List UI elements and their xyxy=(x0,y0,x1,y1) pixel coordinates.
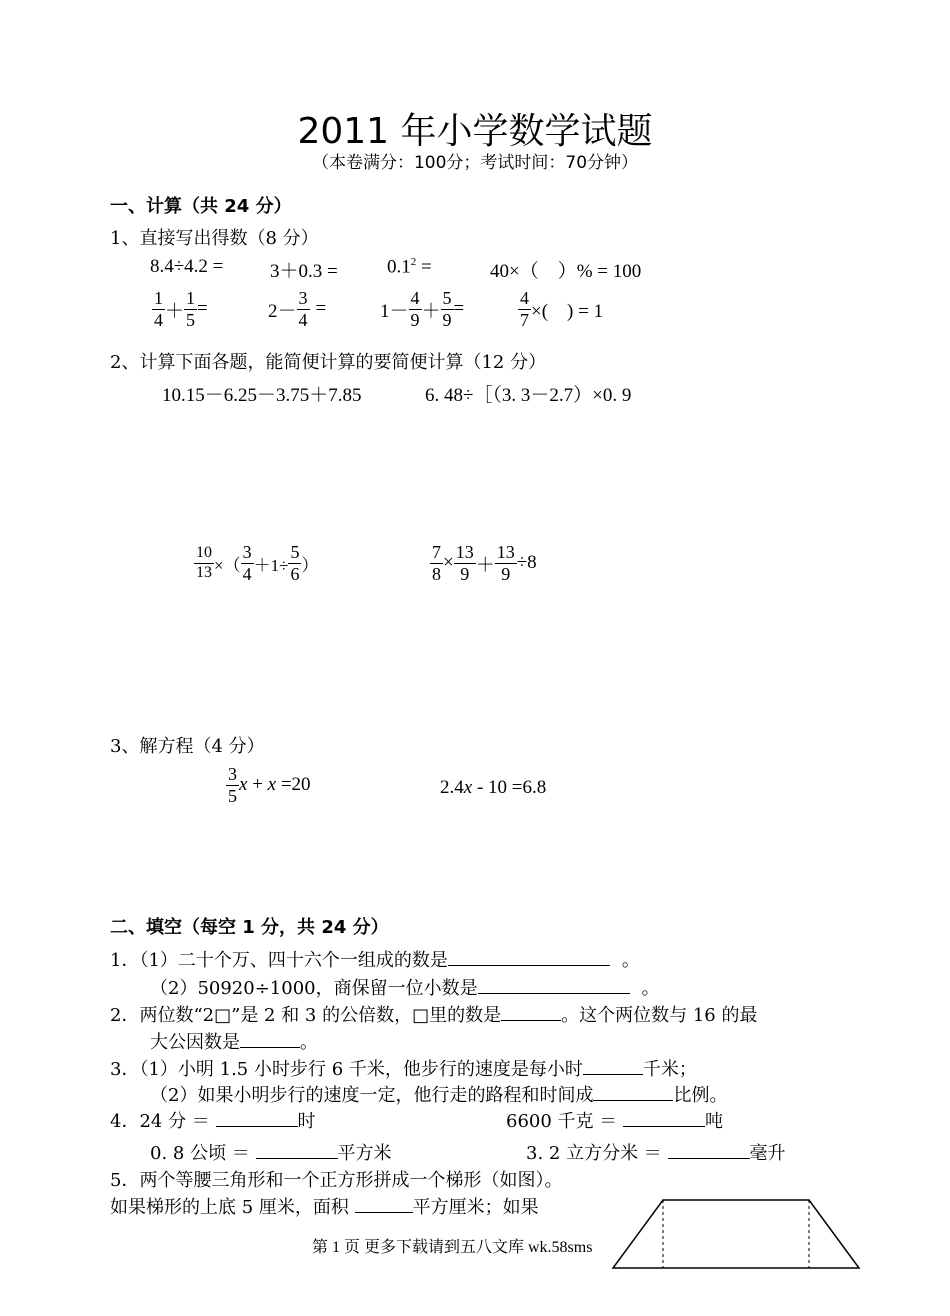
q3-label: 3、解方程（4 分） xyxy=(110,736,265,757)
q2-label: 2、计算下面各题，能简便计算的要简便计算（12 分） xyxy=(110,352,547,373)
fill-q1a: 1．（1）二十个万、四十六个一组成的数是 。 xyxy=(110,946,640,972)
q1-item-6: 2－ $\frac{3}{4}$ = xyxy=(268,288,327,330)
fraction: $\frac{1}{5}$ xyxy=(186,288,196,330)
fraction: $\frac{4}{7}$ xyxy=(520,288,529,330)
fraction: $\frac{4}{9}$ xyxy=(410,288,420,330)
section-2-header: 二、填空（每空 1 分，共 24 分） xyxy=(110,917,389,938)
fraction: $\frac{1}{4}$ xyxy=(154,288,163,330)
page-footer: 第 1 页 更多下载请到五八文库 wk.58sms xyxy=(312,1239,593,1256)
fraction: $\frac{13}{9}$ xyxy=(455,542,474,584)
fraction: $\frac{3}{4}$ xyxy=(242,542,252,584)
fraction: $\frac{3}{5}$ xyxy=(228,764,237,806)
answer-blank[interactable] xyxy=(668,1140,750,1159)
fill-q2a: 2．两位数“2□”是 2 和 3 的公倍数，□里的数是 。这个两位数与 16 的最 xyxy=(110,1001,757,1027)
q2-expr-4: $\frac{7}{8}$ × $\frac{13}{9}$ ＋ $\frac{13}{9}$ ÷8 xyxy=(432,542,537,584)
fill-q4b: 6600 千克 ＝ 吨 xyxy=(506,1107,723,1133)
fraction: $\frac{7}{8}$ xyxy=(432,542,441,584)
fill-q3a: 3．（1）小明 1.5 小时步行 6 千米，他步行的速度是每小时 千米； xyxy=(110,1055,697,1081)
answer-blank[interactable] xyxy=(478,975,630,994)
answer-blank[interactable] xyxy=(623,1108,705,1127)
fill-q1b: （2）50920÷1000，商保留一位小数是 。 xyxy=(150,974,660,1000)
fill-q4c: 0. 8 公顷 ＝ 平方米 xyxy=(150,1139,392,1165)
fraction: $\frac{3}{4}$ xyxy=(298,288,308,330)
fill-q2b: 大公因数是 。 xyxy=(150,1028,318,1054)
q1-item-2: 3＋0.3 = xyxy=(270,261,338,282)
q1-item-8: $\frac{4}{7}$ ×( ) = 1 xyxy=(520,288,604,330)
fraction: $\frac{5}{6}$ xyxy=(290,542,300,584)
figure-background xyxy=(605,1192,870,1274)
answer-blank[interactable] xyxy=(501,1002,561,1021)
fill-q4a: 4．24 分 ＝ 时 xyxy=(110,1107,316,1133)
fraction: $\frac{13}{9}$ xyxy=(496,542,515,584)
q3-equation-2: 2.4x - 10 =6.8 xyxy=(440,777,547,798)
answer-blank[interactable] xyxy=(593,1082,673,1101)
answer-blank[interactable] xyxy=(583,1056,643,1075)
fill-q3b: （2）如果小明步行的速度一定，他行走的路程和时间成 比例。 xyxy=(150,1081,727,1107)
section-1-header: 一、计算（共 24 分） xyxy=(110,196,292,217)
answer-blank[interactable] xyxy=(448,947,610,966)
q1-item-3: $0.1^2$ = xyxy=(387,256,432,278)
q2-expr-2: 6. 48÷［（3. 3－2.7）×0. 9 xyxy=(425,385,632,406)
q1-item-4: 40×（ ）% = 100 xyxy=(490,261,642,282)
answer-blank[interactable] xyxy=(355,1194,413,1213)
q1-item-5: $\frac{1}{4}$ ＋ $\frac{1}{5}$ = xyxy=(154,288,208,330)
q3-equation-1: $\frac{3}{5}$ x + x =20 xyxy=(228,764,311,806)
fraction: $\frac{10}{13}$ xyxy=(196,544,212,581)
trapezoid-figure xyxy=(605,1192,870,1274)
fraction: $\frac{5}{9}$ xyxy=(442,288,452,330)
q1-item-1: 8.4÷4.2 = xyxy=(150,256,224,277)
q1-label: 1、直接写出得数（8 分） xyxy=(110,228,319,249)
answer-blank[interactable] xyxy=(240,1029,300,1048)
q2-expr-3: $\frac{10}{13}$ ×（ $\frac{3}{4}$ ＋1÷ $\frac{5}{6}$ ） xyxy=(196,542,319,584)
answer-blank[interactable] xyxy=(216,1108,298,1127)
answer-blank[interactable] xyxy=(256,1140,338,1159)
q1-item-7: 1－ $\frac{4}{9}$ ＋ $\frac{5}{9}$ = xyxy=(380,288,465,330)
fill-q4d: 3. 2 立方分米 ＝ 毫升 xyxy=(526,1139,786,1165)
page-subtitle: （本卷满分：100分；考试时间：70分钟） xyxy=(311,153,639,173)
fill-q5b: 如果梯形的上底 5 厘米，面积 平方厘米；如果 xyxy=(110,1193,539,1219)
fill-q5a: 5．两个等腰三角形和一个正方形拼成一个梯形（如图）。 xyxy=(110,1170,563,1191)
q2-expr-1: 10.15－6.25－3.75＋7.85 xyxy=(162,385,362,406)
page-title: 2011 年小学数学试题 xyxy=(297,111,653,152)
